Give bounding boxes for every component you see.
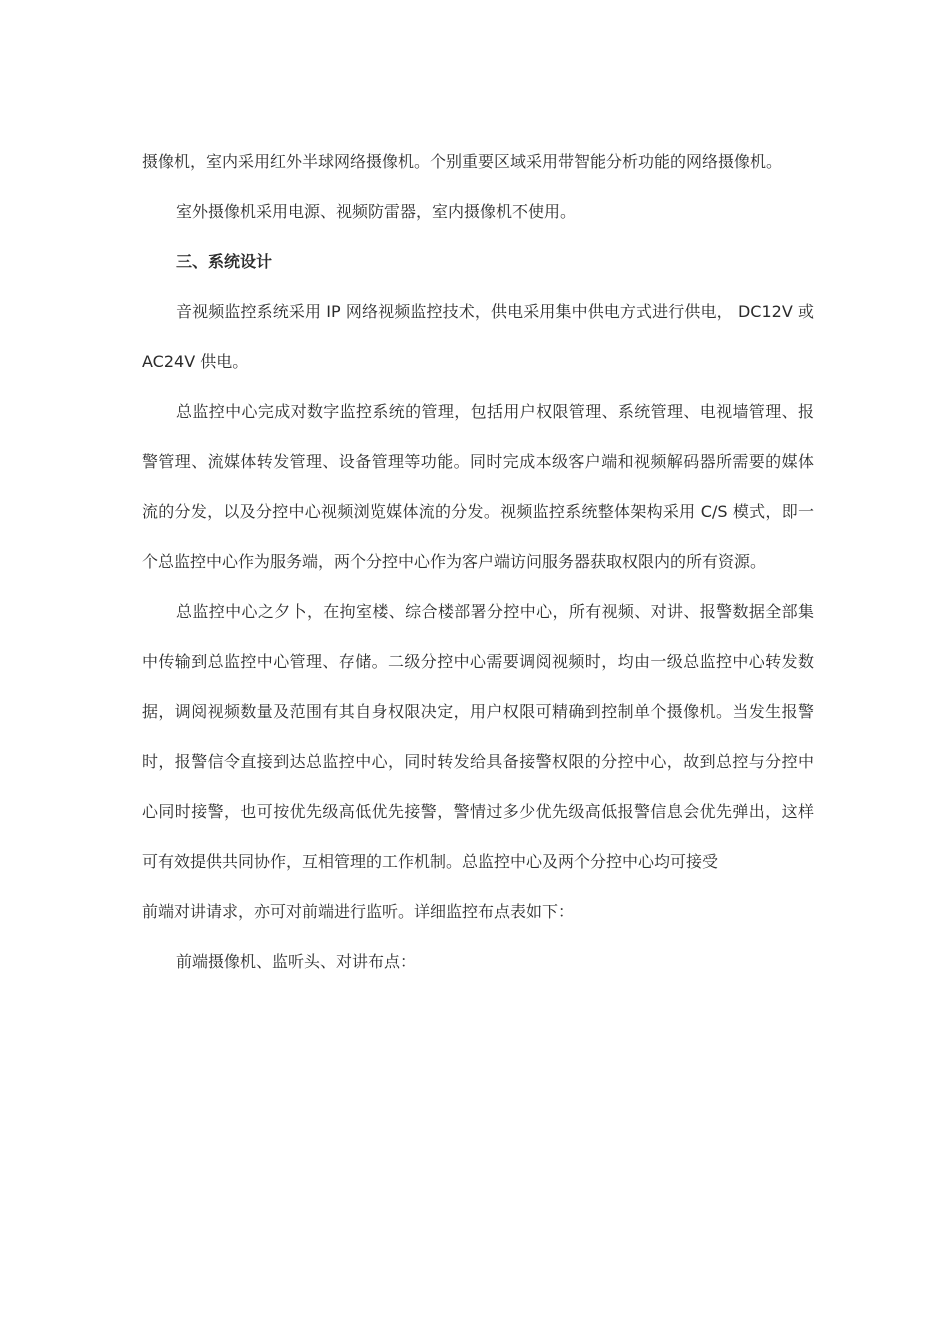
paragraph-line: 摄像机，室内采用红外半球网络摄像机。个别重要区域采用带智能分析功能的网络摄像机。 [142,152,783,171]
document-body [142,143,814,993]
paragraph-line: 总监控中心之夕卜，在拘室楼、综合楼部署分控中心，所有视频、对讲、报警数据全部集 [176,602,814,621]
paragraph-line: 心同时接警，也可按优先级高低优先接警，警情过多少优先级高低报警信息会优先弹出，这样 [142,802,814,821]
paragraph-line: 个总监控中心作为服务端，两个分控中心作为客户端访问服务器获取权限内的所有资源。 [142,552,767,571]
paragraph-line: 总监控中心完成对数字监控系统的管理，包括用户权限管理、系统管理、电视墙管理、报 [176,402,814,421]
paragraph-line: 中传输到总监控中心管理、存储。二级分控中心需要调阅视频时，均由一级总监控中心转发数 [142,652,814,671]
paragraph-line: 可有效提供共同协作，互相管理的工作机制。总监控中心及两个分控中心均可接受 [142,852,719,871]
section-heading: 三、系统设计 [176,252,273,271]
paragraph-line: 前端摄像机、监听头、对讲布点： [176,952,417,971]
paragraph-line: AC24V 供电。 [142,352,249,371]
paragraph-line: 警管理、流媒体转发管理、设备管理等功能。同时完成本级客户端和视频解码器所需要的媒体 [142,452,814,471]
paragraph-line: 时，报警信令直接到达总监控中心，同时转发给具备接警权限的分控中心，故到总控与分控中 [142,752,814,771]
paragraph-line: 据，调阅视频数量及范围有其自身权限决定，用户权限可精确到控制单个摄像机。当发生报警 [142,702,814,721]
paragraph-line: 流的分发，以及分控中心视频浏览媒体流的分发。视频监控系统整体架构采用 C/S 模式，即一 [142,502,814,521]
paragraph-line: 音视频监控系统采用 IP 网络视频监控技术，供电采用集中供电方式进行供电， DC12V 或 [176,302,814,321]
paragraph-line: 前端对讲请求，亦可对前端进行监听。详细监控布点表如下： [142,902,575,921]
paragraph-line: 室外摄像机采用电源、视频防雷器，室内摄像机不使用。 [176,202,577,221]
